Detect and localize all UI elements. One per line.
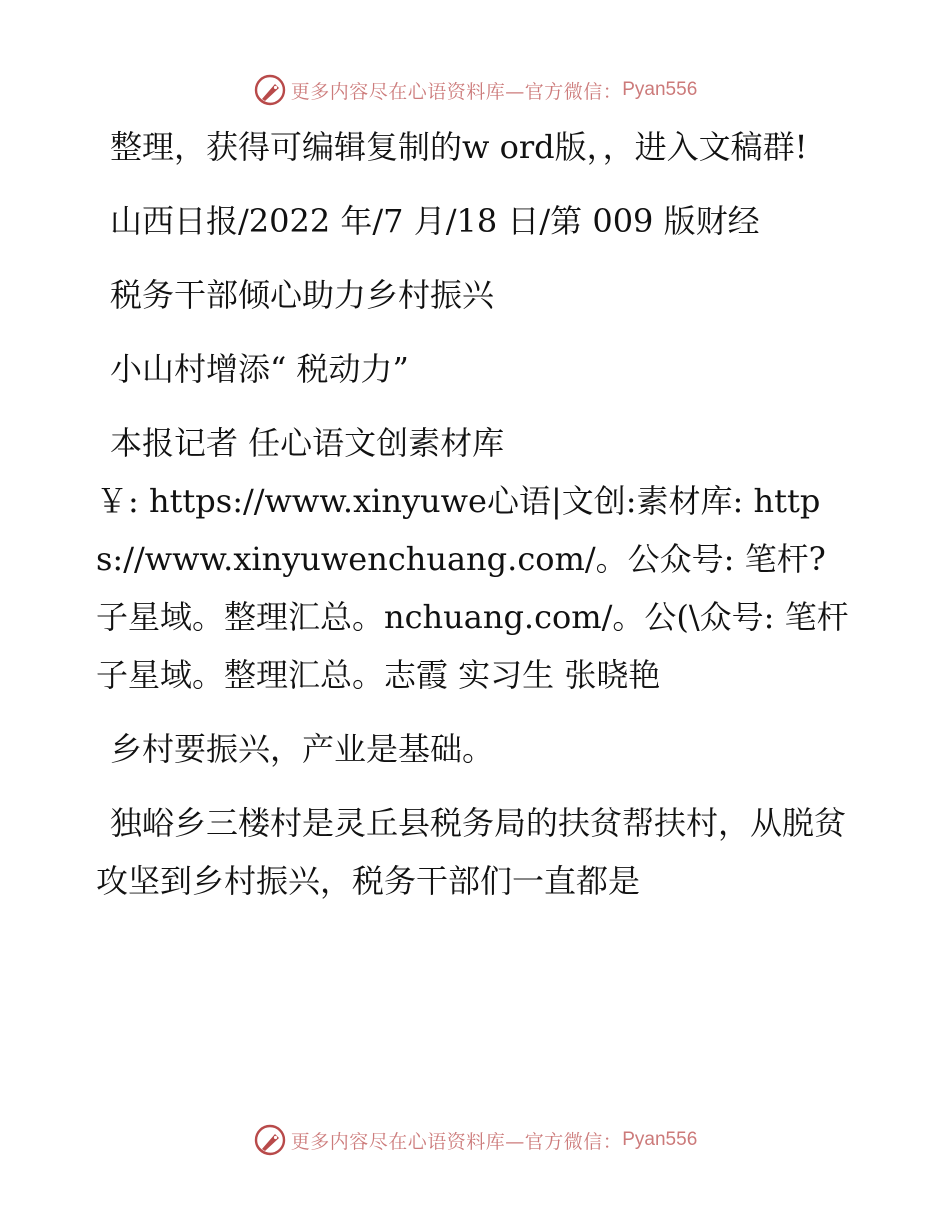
banner-wechat-handle: Pyan556	[622, 79, 698, 100]
pen-nib-logo-icon	[253, 1123, 287, 1157]
banner-wechat-handle: Pyan556	[622, 1129, 698, 1150]
footer-banner	[0, 1120, 950, 1160]
header-banner	[0, 70, 950, 110]
pen-nib-logo-icon	[253, 73, 287, 107]
paragraph-headline: 税务干部倾心助力乡村振兴	[110, 276, 495, 314]
paragraph-source-line: 山西日报/2022 年/7 月/18 日/第 009 版财经	[110, 202, 760, 240]
document-body	[96, 118, 856, 910]
paragraph-subheadline: 小山村增添“ 税动力”	[110, 350, 409, 388]
paragraph-byline: 本报记者 任心语文创素材库	[110, 424, 505, 462]
banner-promo-text: 更多内容尽在心语资料库—官方微信：	[290, 80, 623, 103]
paragraph-url-block: ￥: https://www.xinyuwe心语|文创:素材库: https://www.xinyuwenchuang.com/。公众号: 笔杆?子星域。整理汇总。nchuang.com/。公(\众号: 笔杆子星域。整理汇总。志霞 实习生 张晓艳	[96, 482, 849, 694]
banner-promo-text: 更多内容尽在心语资料库—官方微信：	[290, 1130, 623, 1153]
paragraph-intro: 整理，获得可编辑复制的w ord版，，进入文稿群!	[110, 128, 808, 166]
paragraph-body-1: 乡村要振兴，产业是基础。	[110, 730, 495, 768]
paragraph-body-2: 独峪乡三楼村是灵丘县税务局的扶贫帮扶村，从脱贫攻坚到乡村振兴，税务干部们一直都是	[96, 804, 847, 900]
